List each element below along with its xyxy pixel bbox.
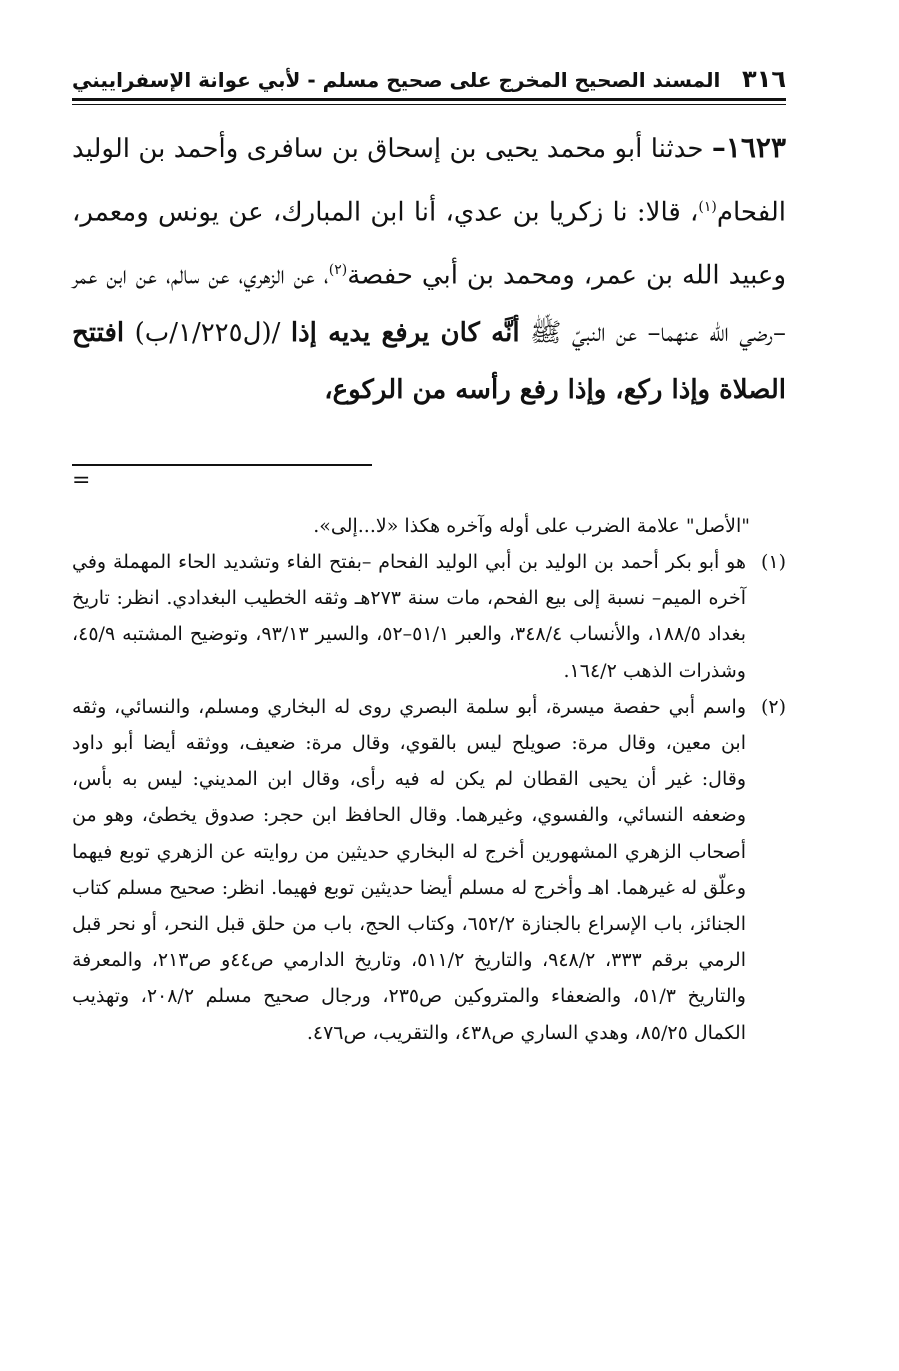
hadith-text <box>72 119 786 420</box>
footnote-marker: (٢) <box>760 695 786 718</box>
footnote-divider <box>72 464 372 466</box>
footnote-text: هو أبو بكر أحمد بن الوليد بن أبي الوليد الفحام –بفتح الفاء وتشديد الحاء المهملة وفي آخره الميم– نسبة إلى بيع الفحم، مات سنة ٢٧٣هـ وثقه الخطيب البغدادي. انظر: تاريخ بغداد ١٨٨/٥، والأنساب ٣٤٨/٤، والعبر ٥١/١–٥٢، والسير ٩٣/١٣، وتوضيح المشتبه ٤٥/٩، وشذرات الذهب ١٦٤/٢. <box>72 551 747 682</box>
footnote-2 <box>72 689 786 1051</box>
hadith-matn-start: أنَّه كان يرفع يديه إذا <box>290 317 520 348</box>
book-page <box>72 64 786 1051</box>
running-header <box>72 64 786 96</box>
page-number: ٣١٦ <box>742 65 786 93</box>
hadith-isnad-intro: حدثنا أبو محمد يحيى بن إسحاق بن سافرى وأحمد بن الوليد الفحام <box>72 134 786 228</box>
footnote-1 <box>72 544 786 689</box>
header-rule-thin <box>72 104 786 105</box>
hadith-number: ١٦٢٣– <box>711 131 786 164</box>
footnote-ref-1: (١) <box>698 198 717 215</box>
carried-over-footnote: "الأصل" علامة الضرب على أوله وآخره هكذا «لا...إلى». <box>313 514 750 537</box>
manuscript-folio-marker: /(ل١/٢٢٥/ب) <box>124 317 291 348</box>
footnote-marker: (١) <box>760 551 786 574</box>
running-title: المسند الصحيح المخرج على صحيح مسلم - لأبي عوانة الإسفراييني <box>72 68 721 92</box>
hadith-isnad-middle: ، قالا: نا زكريا بن عدي، أنا ابن المبارك، عن يونس ومعمر، وعبيد الله بن عمر، ومحمد بن أبي حفصة <box>72 197 786 291</box>
footnote-ref-2: (٢) <box>328 261 348 278</box>
header-rule-thick <box>72 98 786 101</box>
hadith-isnad-end: ، عن الزهري، عن سالم، عن ابن عمر –رضي الله عنهما– عن النبيّ ﷺ <box>72 260 787 348</box>
continuation-mark: = <box>72 467 91 493</box>
footnote-text: واسم أبي حفصة ميسرة، أبو سلمة البصري روى له البخاري ومسلم، والنسائي، وثقه ابن معين، وقال مرة: صويلح ليس بالقوي، وقال مرة: ضعيف، ووثقه أيضا أبو داود وقال: غير أن يحيى القطان لم يكن له فيه رأى، وقال ابن المديني: ليس به بأس، وضعفه النسائي، والفسوي، وغيرهما. وقال الحافظ ابن حجر: صدوق يخطئ، وهو من أصحاب الزهري المشهورين أخرج له البخاري حديثين من روايته عن الزهري توبع فيهما وعلّق له غيرهما. اهـ وأخرج له مسلم أيضا حديثين توبع فهيما. انظر: صحيح مسلم كتاب الجنائز، باب الإسراع بالجنازة ٦٥٢/٢، وكتاب الحج، باب من حلق قبل النحر، أو نحر قبل الرمي برقم ٣٣٣، ٩٤٨/٢، والتاريخ ٥١١/٢، وتاريخ الدارمي ص٤٤و ص٢١٣، والمعرفة والتاريخ ٥١/٣، والضعفاء والمتروكين ص٢٣٥، ورجال صحيح مسلم ٢٠٨/٢، وتهذيب الكمال ٨٥/٢٥، وهدي الساري ص٤٣٨، والتقريب، ص٤٧٦. <box>72 695 746 1044</box>
hadith-matn-end: افتتح الصلاة وإذا ركع، وإذا رفع رأسه من الركوع، <box>72 317 786 406</box>
footnotes <box>72 508 786 1051</box>
